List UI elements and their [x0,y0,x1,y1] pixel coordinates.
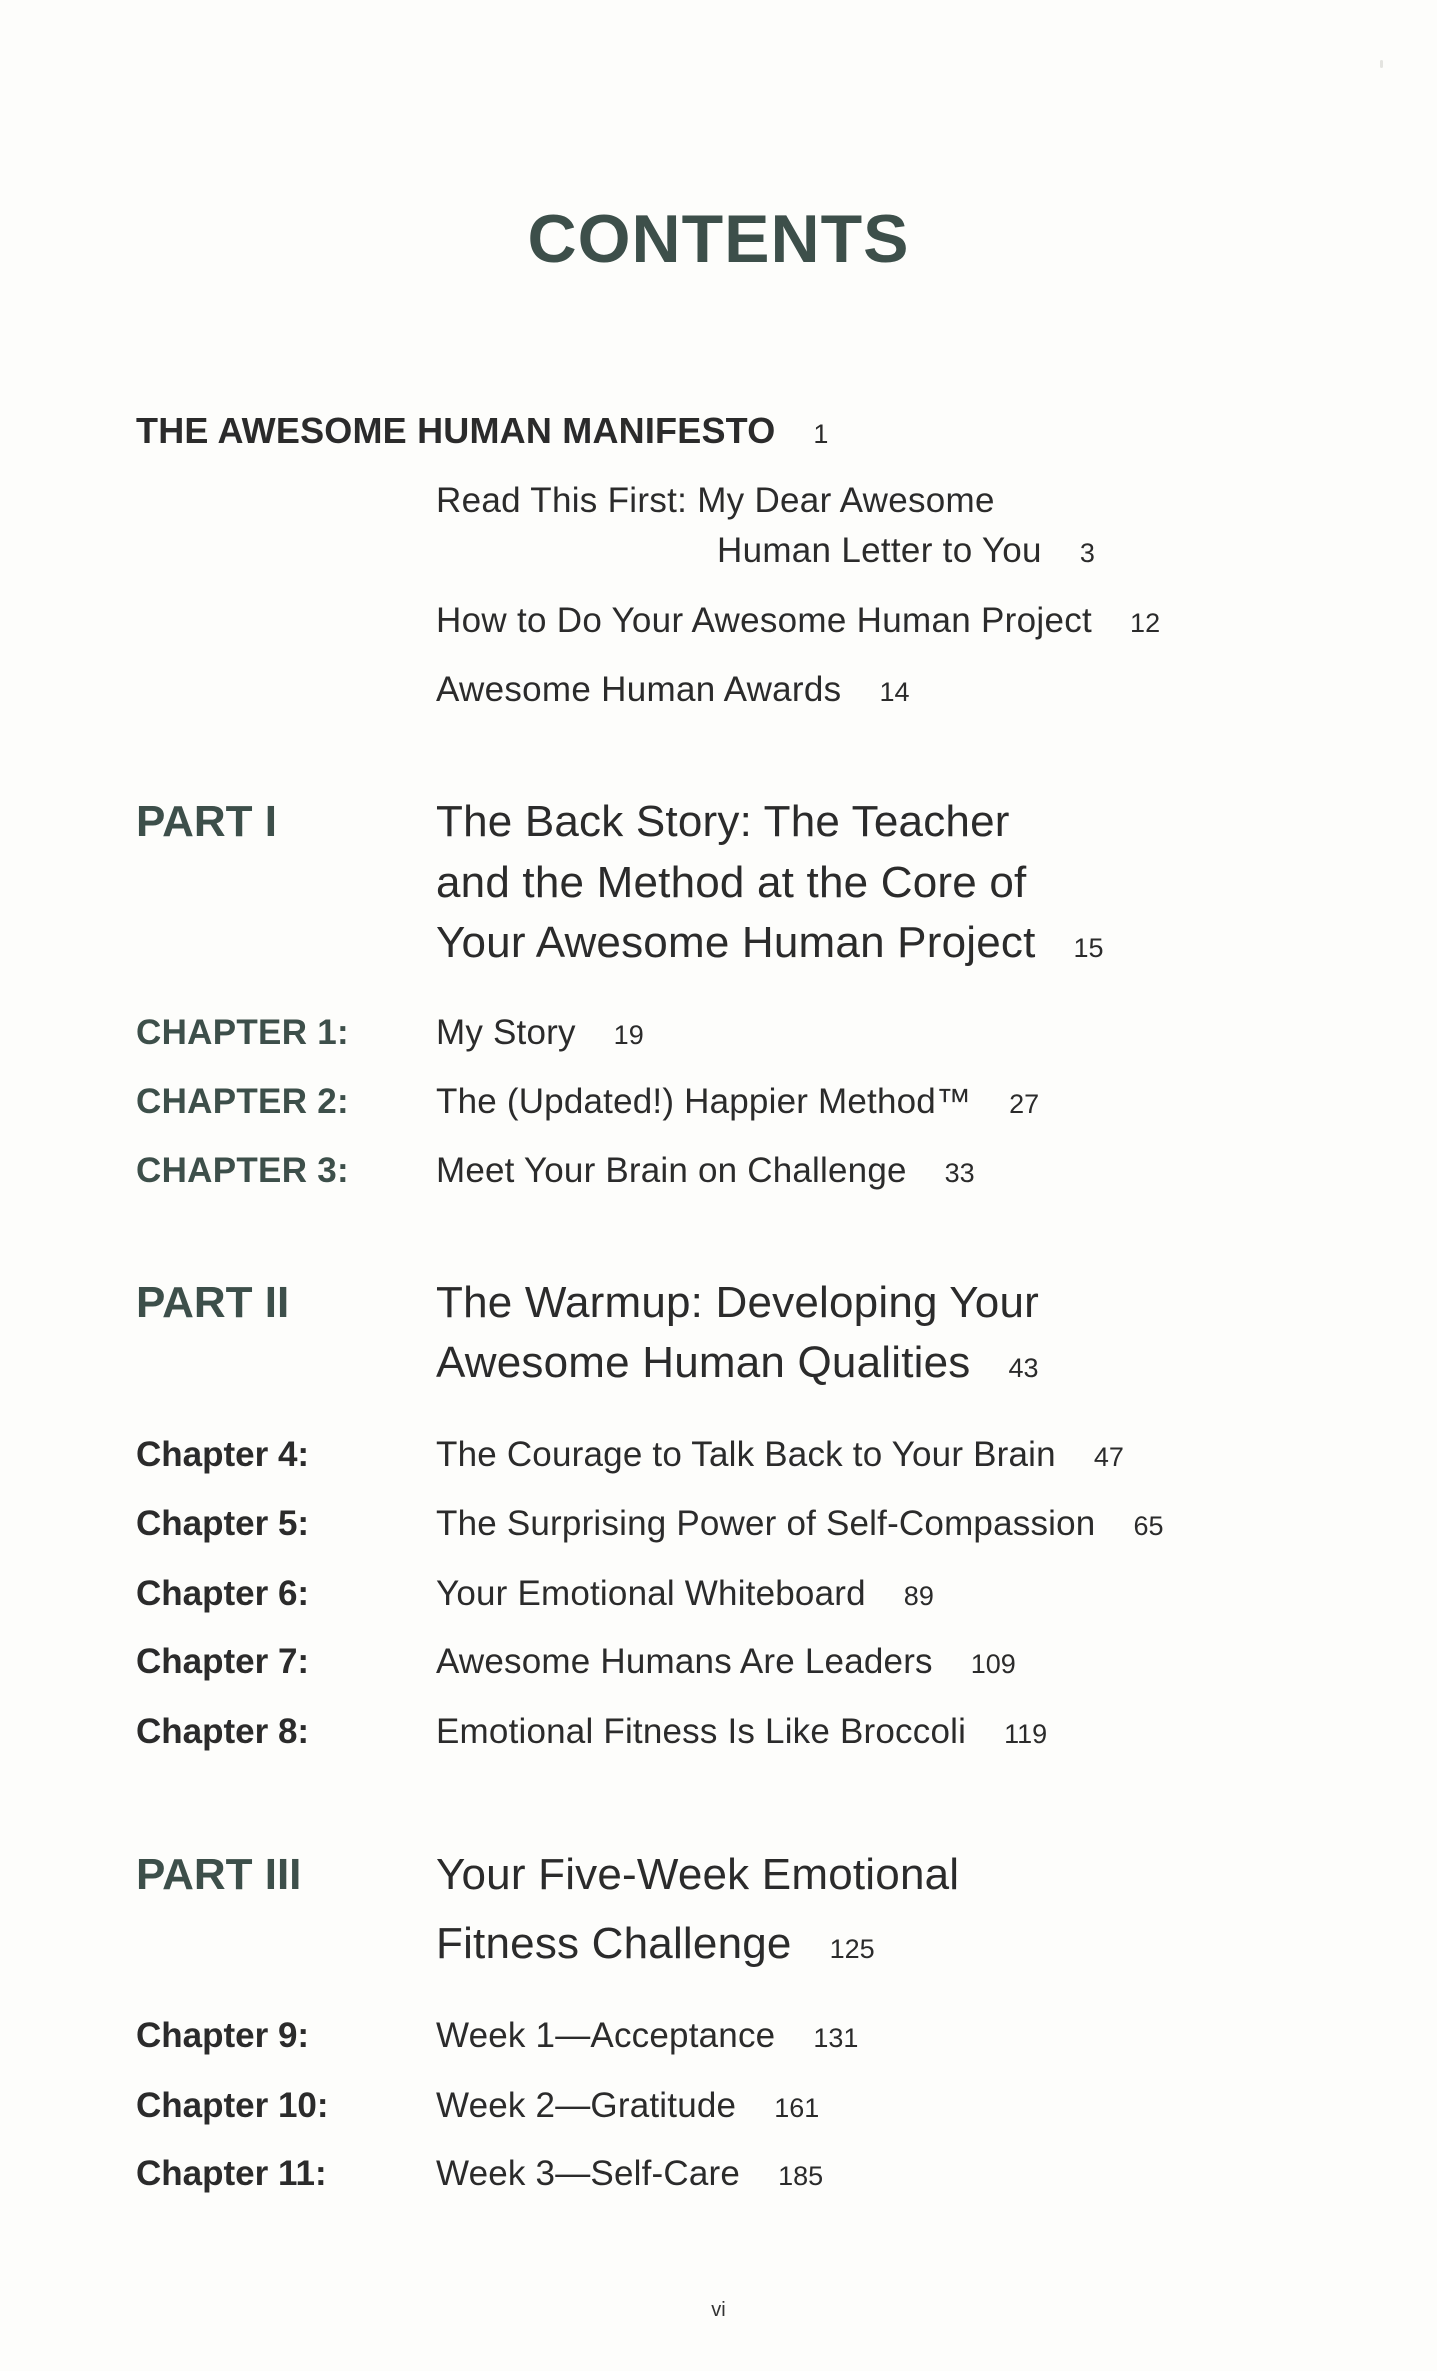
chapter-label: Chapter 7: [136,1642,310,1681]
chapter-label: Chapter 6: [136,1574,310,1613]
toc-entry-chapter-2[interactable] [436,1084,1039,1119]
chapter-title: The Surprising Power of Self-Compassion [436,1504,1096,1543]
part-label-1: PART I [136,797,277,846]
toc-entry-read-this-first[interactable] [436,483,995,518]
toc-entry-chapter-4[interactable] [436,1437,1124,1472]
chapter-title: Week 1—Acceptance [436,2016,776,2055]
entry-title-line: Awesome Human Awards [436,670,842,709]
entry-title-line: How to Do Your Awesome Human Project [436,601,1093,640]
toc-entry-chapter-3[interactable] [436,1153,975,1188]
part-title-line[interactable]: Your Five-Week Emotional [436,1850,960,1899]
chapter-label: CHAPTER 3: [136,1151,350,1190]
toc-entry-chapter-5[interactable] [436,1506,1164,1541]
toc-entry-how-to[interactable] [436,603,1160,638]
part-label-3: PART III [136,1850,302,1899]
chapter-title: Meet Your Brain on Challenge [436,1151,907,1190]
chapter-label: CHAPTER 1: [136,1013,350,1052]
scan-artifact [1380,60,1383,68]
chapter-title: My Story [436,1013,576,1052]
part-title-line-last[interactable] [436,918,1104,967]
toc-entry-chapter-6[interactable] [436,1576,934,1611]
manifesto-label: THE AWESOME HUMAN MANIFESTO [136,410,776,451]
page-number: 15 [1073,933,1104,963]
chapter-title: Emotional Fitness Is Like Broccoli [436,1712,967,1751]
chapter-title: Awesome Humans Are Leaders [436,1642,933,1681]
toc-entry-chapter-7[interactable] [436,1644,1016,1679]
page-number: 3 [1079,538,1095,568]
part-title-line[interactable]: and the Method at the Core of [436,858,1027,907]
chapter-title: Week 2—Gratitude [436,2086,737,2125]
toc-entry-read-this-first-cont[interactable] [717,533,1095,568]
chapter-label: Chapter 9: [136,2016,310,2055]
page-title: CONTENTS [527,201,910,277]
entry-title-line: Read This First: My Dear Awesome [436,481,995,520]
page-number: 131 [813,2023,859,2053]
part-title-text: Fitness Challenge [436,1919,792,1968]
page-number: 185 [778,2161,824,2191]
chapter-label: Chapter 8: [136,1712,310,1751]
part-title-line-last[interactable] [436,1338,1039,1387]
page-number: 1 [813,419,829,449]
toc-entry-chapter-8[interactable] [436,1714,1047,1749]
page-number: 12 [1130,608,1161,638]
page-number: 14 [879,677,910,707]
toc-entry-chapter-1[interactable] [436,1015,644,1050]
chapter-label: Chapter 5: [136,1504,310,1543]
chapter-label: Chapter 10: [136,2086,329,2125]
chapter-title: The Courage to Talk Back to Your Brain [436,1435,1056,1474]
page-number: 33 [944,1158,975,1188]
chapter-label: CHAPTER 2: [136,1082,350,1121]
page-number: 65 [1133,1511,1164,1541]
page-number: 19 [613,1020,644,1050]
part-title-line[interactable]: The Warmup: Developing Your [436,1278,1039,1327]
toc-entry-manifesto[interactable] [136,410,829,451]
toc-entry-chapter-10[interactable] [436,2088,819,2123]
chapter-title: Your Emotional Whiteboard [436,1574,866,1613]
page-number: 125 [829,1934,875,1964]
entry-title-line: Human Letter to You [717,531,1042,570]
toc-entry-chapter-11[interactable] [436,2156,823,2191]
part-title-line-last[interactable] [436,1919,875,1968]
page-number: 27 [1009,1089,1040,1119]
page-number: 119 [1004,1719,1048,1749]
part-label-2: PART II [136,1278,290,1327]
toc-entry-chapter-9[interactable] [436,2018,858,2053]
chapter-label: Chapter 4: [136,1435,310,1474]
page-number: 43 [1008,1353,1039,1383]
chapter-title: Week 3—Self-Care [436,2154,741,2193]
chapter-label: Chapter 11: [136,2154,327,2193]
page-folio: vi [711,2299,726,2321]
page-number: 109 [970,1649,1016,1679]
part-title-text: Awesome Human Qualities [436,1338,971,1387]
chapter-title: The (Updated!) Happier Method™ [436,1082,972,1121]
toc-entry-awards[interactable] [436,672,910,707]
part-title-line[interactable]: The Back Story: The Teacher [436,797,1010,846]
page-number: 161 [774,2093,820,2123]
page-number: 89 [903,1581,934,1611]
page-number: 47 [1093,1442,1124,1472]
part-title-text: Your Awesome Human Project [436,918,1036,967]
